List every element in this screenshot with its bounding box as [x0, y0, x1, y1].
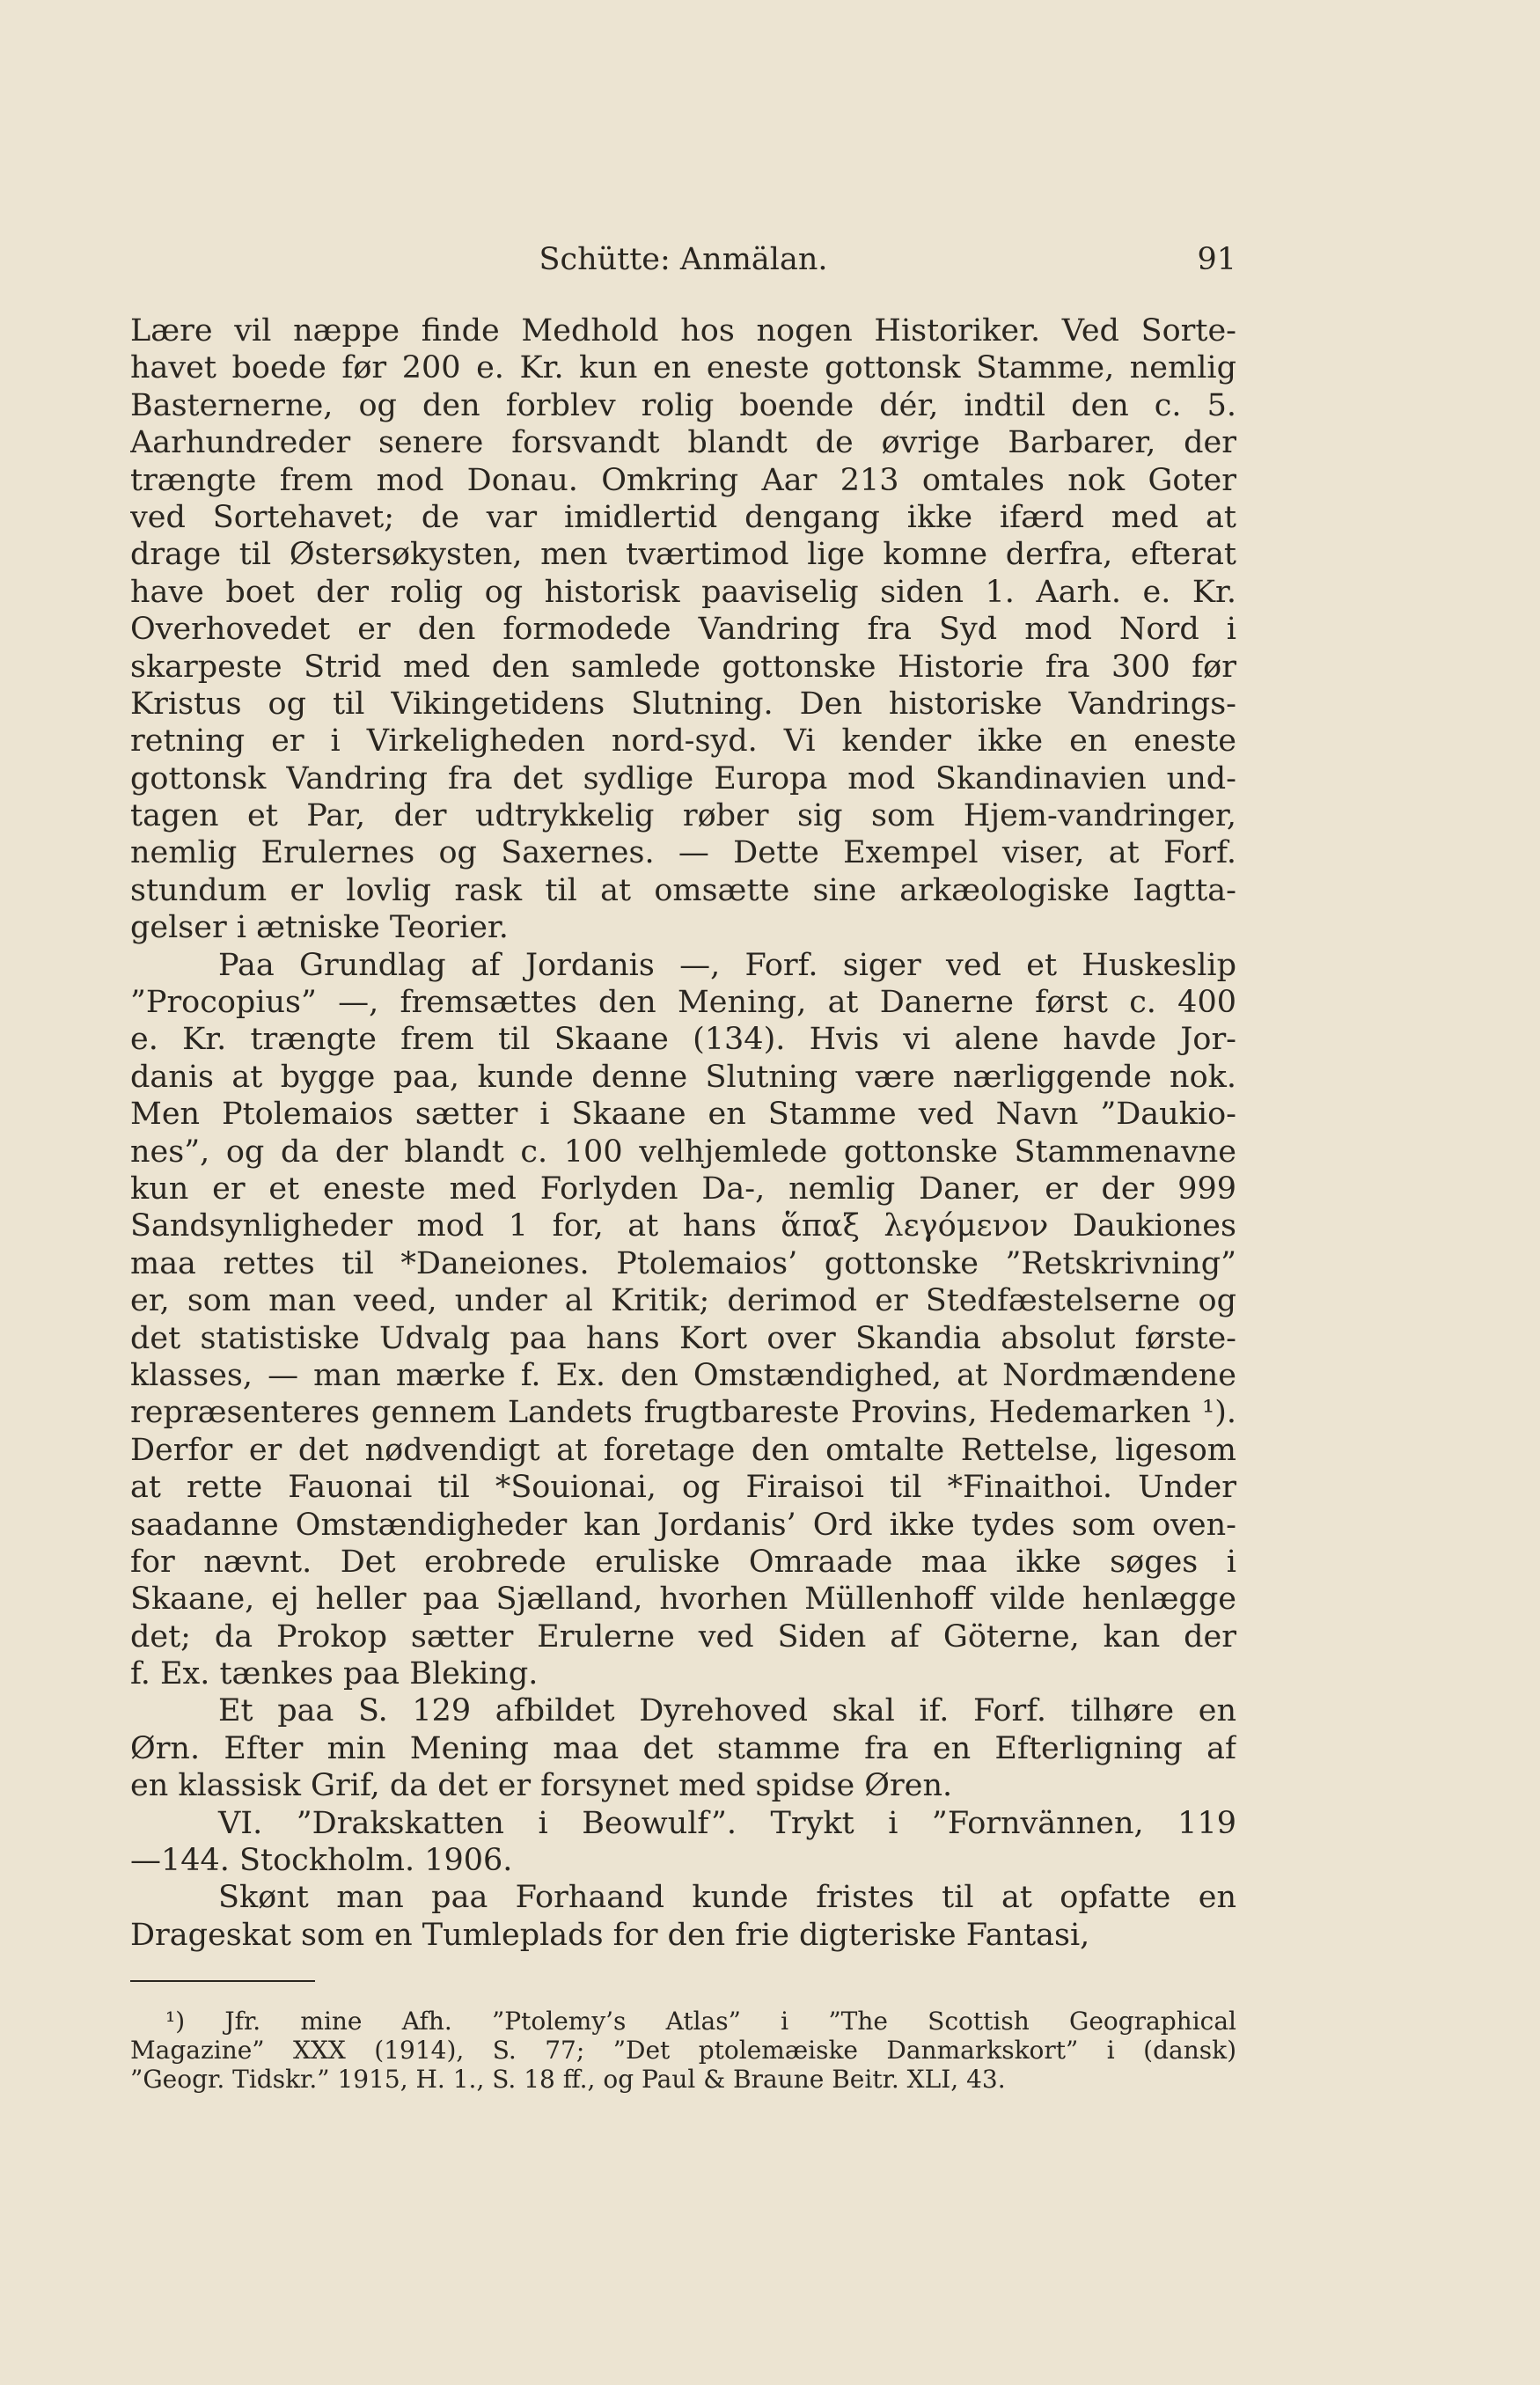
paragraph	[130, 1879, 1236, 1954]
text-line: nemlig Erulernes og Saxernes. — Dette Exempel viser, at Forf.	[130, 835, 1236, 871]
paragraph	[130, 947, 1236, 1693]
text-line: gelser i ætniske Teorier.	[130, 910, 509, 946]
text-line: det statistiske Udvalg paa hans Kort over Skandia absolut første-	[130, 1320, 1236, 1356]
text-line: Aarhundreder senere forsvandt blandt de øvrige Barbarer, der	[130, 425, 1236, 461]
text-line: Lære vil næppe finde Medhold hos nogen Historiker. Ved Sorte-	[130, 313, 1236, 349]
running-header	[130, 242, 1236, 286]
text-line: drage til Østersøkysten, men tværtimod lige komne derfra, efterat	[130, 537, 1236, 573]
text-line: at rette Fauonai til *Souionai, og Firaisoi til *Finaithoi. Under	[130, 1470, 1236, 1506]
text-line: have boet der rolig og historisk paaviselig siden 1. Aarh. e. Kr.	[130, 574, 1236, 610]
text-line: Overhovedet er den formodede Vandring fra Syd mod Nord i	[130, 612, 1236, 648]
footnote-divider	[130, 1980, 315, 1982]
text-line: er, som man veed, under al Kritik; derimod er Stedfæstelserne og	[130, 1283, 1236, 1319]
text-line: en klassisk Grif, da det er forsynet med spidse Øren.	[130, 1768, 953, 1804]
text-line: Paa Grundlag af Jordanis —, Forf. siger ved et Huskeslip	[218, 947, 1236, 983]
text-line: Men Ptolemaios sætter i Skaane en Stamme ved Navn ”Daukio-	[130, 1097, 1236, 1133]
page-number: 91	[1197, 242, 1236, 277]
text-line: det; da Prokop sætter Erulerne ved Siden af Göterne, kan der	[130, 1618, 1236, 1655]
text-line: trængte frem mod Donau. Omkring Aar 213 omtales nok Goter	[130, 462, 1236, 498]
text-line: skarpeste Strid med den samlede gottonske Historie fra 300 før	[130, 649, 1236, 685]
text-line: Skaane, ej heller paa Sjælland, hvorhen Müllenhoff vilde henlægge	[130, 1581, 1236, 1618]
running-title: Schütte: Anmälan.	[539, 242, 828, 277]
text-line: Kristus og til Vikingetidens Slutning. Den historiske Vandrings-	[130, 686, 1236, 722]
text-line: Basternerne, og den forblev rolig boende dér, indtil den c. 5.	[130, 387, 1236, 423]
text-line: —144. Stockholm. 1906.	[130, 1843, 513, 1879]
text-line: Drageskat som en Tumleplads for den frie digteriske Fantasi,	[130, 1917, 1090, 1953]
text-line: Et paa S. 129 afbildet Dyrehoved skal if. Forf. tilhøre en	[218, 1693, 1236, 1729]
text-line: retning er i Virkeligheden nord-syd. Vi kender ikke en eneste	[130, 723, 1236, 760]
footnote-line: ¹) Jfr. mine Afh. ”Ptolemy’s Atlas” i ”The Scottish Geographical	[165, 2007, 1236, 2036]
text-line: saadanne Omstændigheder kan Jordanis’ Ord ikke tydes som oven-	[130, 1507, 1236, 1543]
text-line: for nævnt. Det erobrede eruliske Omraade maa ikke søges i	[130, 1544, 1236, 1580]
text-line: gottonsk Vandring fra det sydlige Europa mod Skandinavien und-	[130, 760, 1236, 796]
body-text	[130, 312, 1236, 1954]
text-line: ”Procopius” —, fremsættes den Mening, at Danerne først c. 400	[130, 985, 1236, 1021]
text-line: e. Kr. trængte frem til Skaane (134). Hvis vi alene havde Jor-	[130, 1022, 1236, 1058]
footnote-line: ”Geogr. Tidskr.” 1915, H. 1., S. 18 ff., og Paul & Braune Beitr. XLI, 43.	[130, 2065, 1006, 2094]
text-line: nes”, og da der blandt c. 100 velhjemlede gottonske Stammenavne	[130, 1134, 1236, 1170]
text-line: ved Sortehavet; de var imidlertid dengang ikke ifærd med at	[130, 499, 1236, 535]
paragraph	[130, 1692, 1236, 1804]
text-line: maa rettes til *Daneiones. Ptolemaios’ gottonske ”Retskrivning”	[130, 1245, 1236, 1281]
text-line: Sandsynligheder mod 1 for, at hans ἅπαξ λεγόμενον Daukiones	[130, 1208, 1236, 1244]
text-line: repræsenteres gennem Landets frugtbareste Provins, Hedemarken ¹).	[130, 1395, 1236, 1431]
text-line: danis at bygge paa, kunde denne Slutning være nærliggende nok.	[130, 1059, 1236, 1095]
text-line: VI. ”Drakskatten i Beowulf”. Trykt i ”Fornvännen, 119	[218, 1805, 1236, 1841]
text-line: Skønt man paa Forhaand kunde fristes til at opfatte en	[218, 1880, 1236, 1916]
footnote-line: Magazine” XXX (1914), S. 77; ”Det ptolemæiske Danmarkskort” i (dansk)	[130, 2036, 1236, 2065]
text-line: tagen et Par, der udtrykkelig røber sig som Hjem-vandringer,	[130, 798, 1236, 834]
text-line: kun er et eneste med Forlyden Da-, nemlig Daner, er der 999	[130, 1170, 1236, 1207]
text-line: Ørn. Efter min Mening maa det stamme fra en Efterligning af	[130, 1730, 1236, 1766]
text-line: f. Ex. tænkes paa Bleking.	[130, 1656, 539, 1692]
text-line: Derfor er det nødvendigt at foretage den omtalte Rettelse, ligesom	[130, 1432, 1236, 1468]
text-line: havet boede før 200 e. Kr. kun en eneste gottonsk Stamme, nemlig	[130, 350, 1236, 386]
paragraph	[130, 1805, 1236, 1880]
paragraph	[130, 312, 1236, 947]
footnotes	[130, 2007, 1236, 2094]
text-line: klasses, — man mærke f. Ex. den Omstændighed, at Nordmændene	[130, 1357, 1236, 1393]
text-line: stundum er lovlig rask til at omsætte sine arkæologiske Iagtta-	[130, 872, 1236, 908]
